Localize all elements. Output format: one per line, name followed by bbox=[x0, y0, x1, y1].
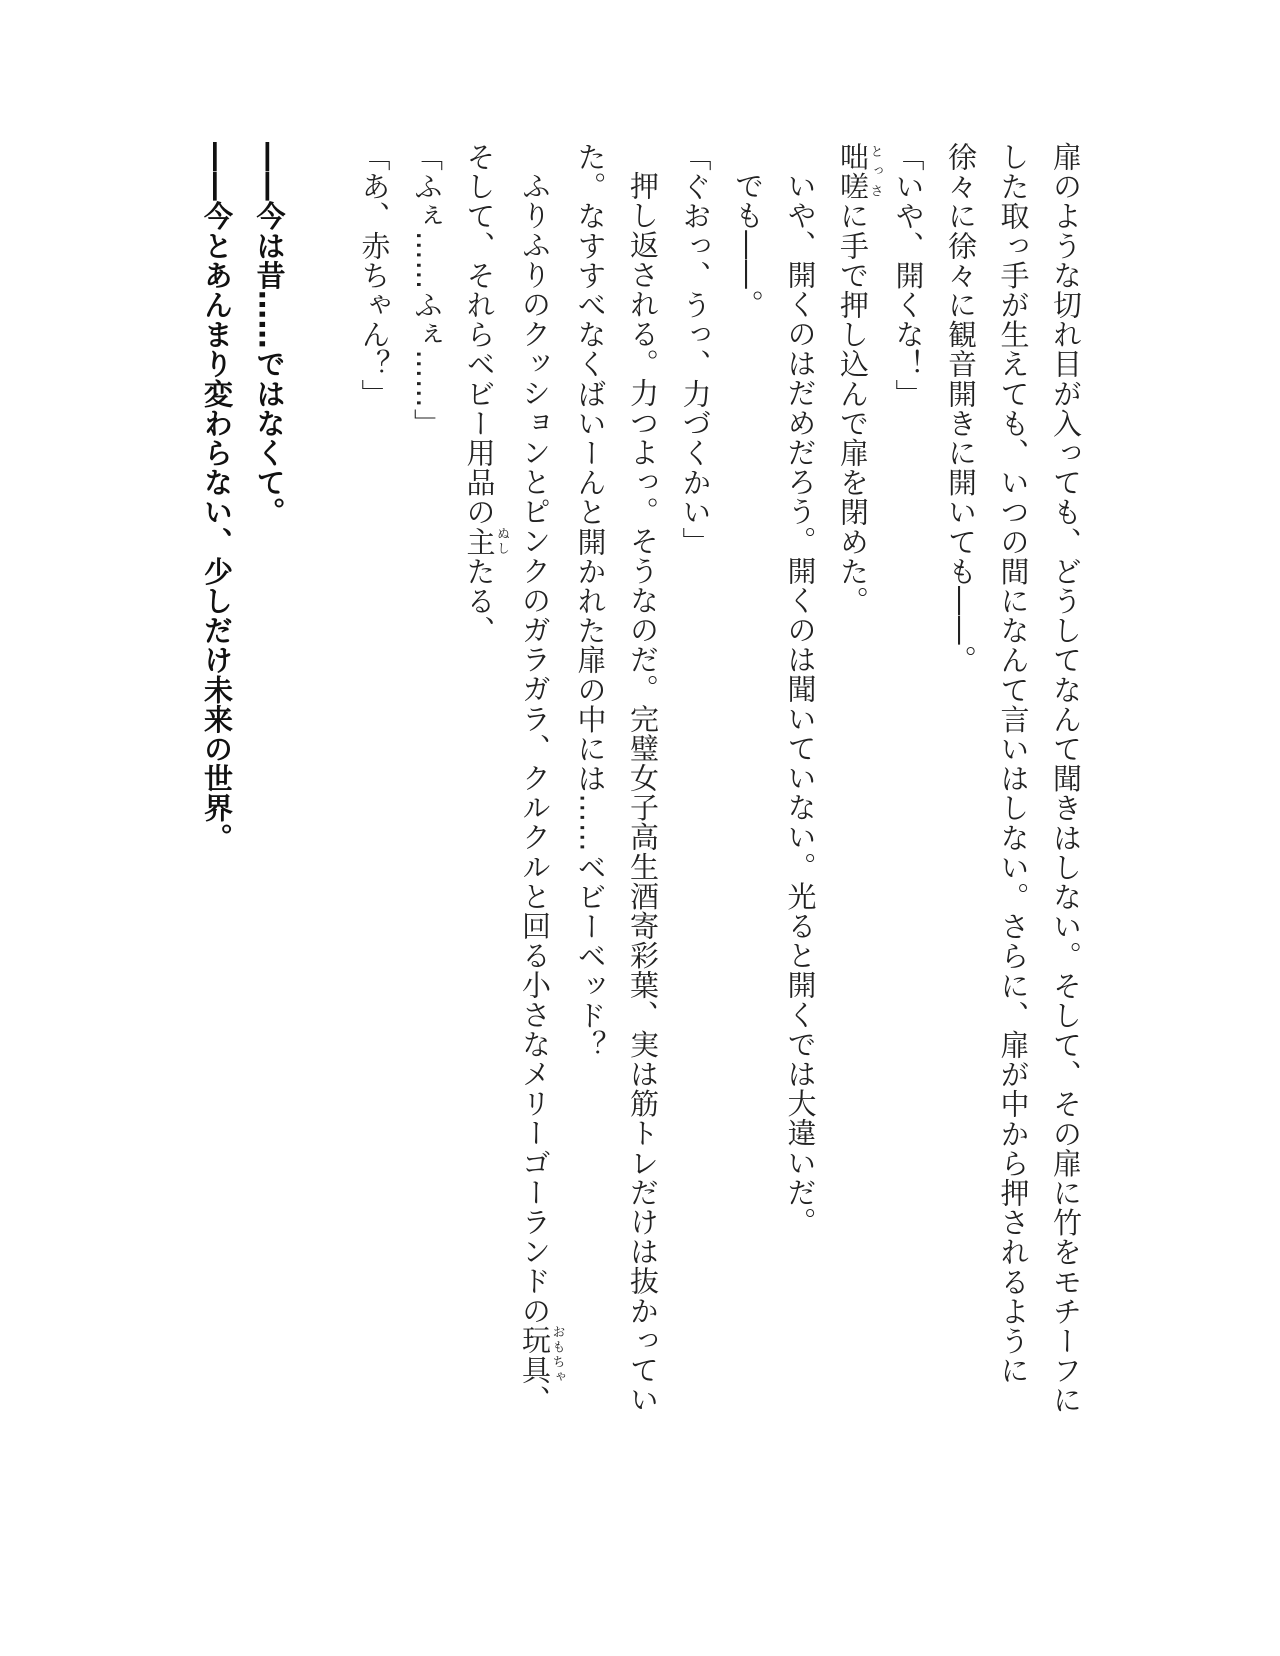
text-segment: でも――。 bbox=[731, 171, 765, 319]
text-segment: ――今とあんまり変わらない、少しだけ未来の世界。 bbox=[200, 142, 234, 853]
blank-line bbox=[296, 142, 349, 1512]
text-segment: 「いや、開くな！」 bbox=[891, 142, 926, 409]
ruby-base: 主 bbox=[462, 526, 497, 557]
emphasis-line bbox=[243, 142, 296, 1512]
text-line bbox=[453, 142, 509, 1512]
text-line bbox=[722, 142, 775, 1512]
ruby-base: 玩具 bbox=[518, 1325, 552, 1386]
ruby-base: 咄嗟 bbox=[836, 142, 870, 202]
text-line bbox=[882, 142, 935, 1512]
text-segment: 「ぐおっ、うっ、力づくかい」 bbox=[678, 142, 713, 557]
text-segment: 扉のような切れ目が入っても、どうしてなんて聞きはしない。そして、その扉に竹をモチーフに bbox=[1049, 142, 1083, 1415]
ruby-reading: とっさ bbox=[867, 142, 883, 202]
text-segment: 、 bbox=[518, 1385, 552, 1415]
text-segment: 「あ、赤ちゃん？」 bbox=[357, 142, 392, 409]
vertical-text-body bbox=[191, 142, 1093, 1512]
ruby-reading: おもちゃ bbox=[549, 1325, 565, 1386]
text-segment: に手で押し込んで扉を閉めた。 bbox=[836, 201, 870, 616]
text-line bbox=[564, 142, 617, 1512]
ruby-annotated-word bbox=[462, 526, 509, 557]
text-line bbox=[1040, 142, 1093, 1512]
ruby-reading: ぬし bbox=[494, 526, 509, 557]
text-line bbox=[401, 142, 454, 1512]
text-line bbox=[774, 142, 827, 1512]
emphasis-line bbox=[191, 142, 244, 1512]
ruby-annotated-word bbox=[518, 1325, 565, 1386]
text-segment: そして、それらベビー用品の bbox=[462, 142, 497, 527]
text-line bbox=[827, 142, 883, 1512]
text-line bbox=[509, 142, 565, 1512]
text-line bbox=[669, 142, 722, 1512]
text-line bbox=[348, 142, 401, 1512]
text-segment: 「ふぇ……ふぇ……」 bbox=[410, 142, 444, 438]
text-segment: いや、開くのはだめだろう。開くのは聞いていない。光ると開くでは大違いだ。 bbox=[783, 171, 818, 1237]
text-segment: 押し返される。力つよっ。そうなのだ。完璧女子高生酒寄彩葉、実は筋トレだけは抜かってい bbox=[626, 171, 660, 1415]
text-segment: た。なすすべなくばいーんと開かれた扉の中には……ベビーベッド？ bbox=[573, 142, 608, 1060]
text-segment: たる、 bbox=[462, 556, 497, 646]
text-segment: ――今は昔……ではなくて。 bbox=[252, 142, 287, 527]
text-segment: ふりふりのクッションとピンクのガラガラ、クルクルと回る小さなメリーゴーランドの bbox=[518, 171, 552, 1326]
text-segment: 徐々に徐々に観音開きに開いても――。 bbox=[944, 142, 978, 675]
ruby-annotated-word bbox=[836, 142, 883, 202]
text-line bbox=[617, 142, 670, 1512]
text-line bbox=[935, 142, 988, 1512]
text-segment: した取っ手が生えても、いつの間になんて言いはしない。さらに、扉が中から押されるように bbox=[996, 142, 1031, 1386]
text-line bbox=[987, 142, 1040, 1512]
